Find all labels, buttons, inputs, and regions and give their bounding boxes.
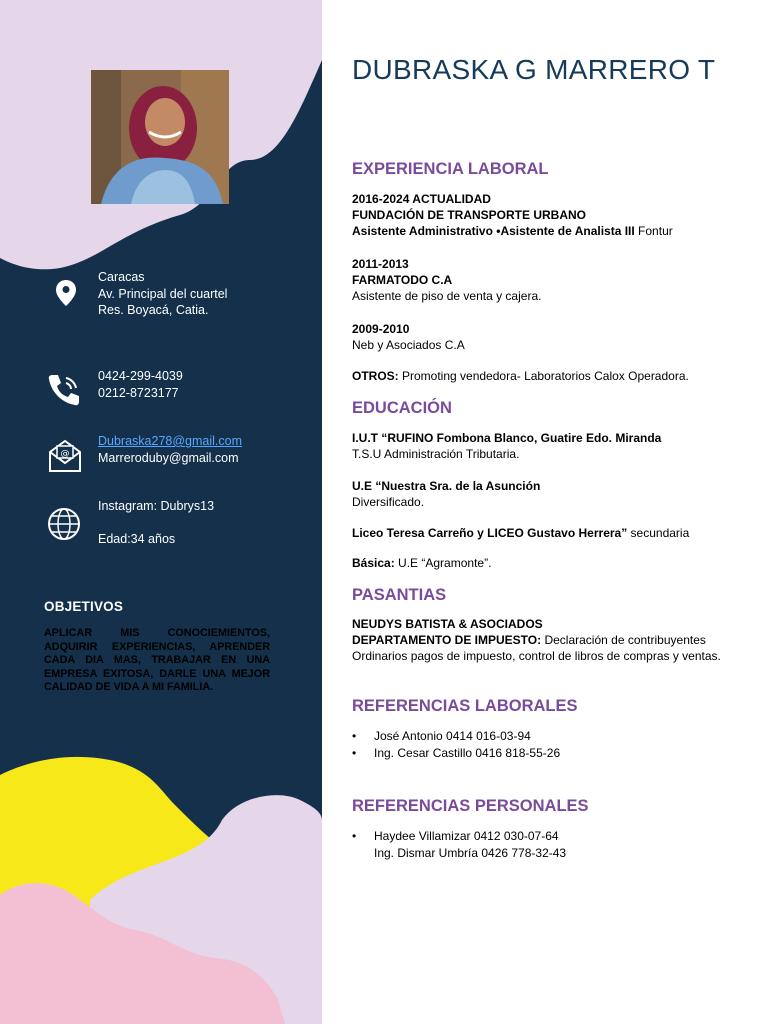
internship-dept-text: Declaración de contribuyentes Ordinarios pagos de impuesto, control de libros de compras y ventas. <box>352 633 721 663</box>
education-item-4 <box>352 555 757 571</box>
others-text: Promoting vendedora- Laboratorios Calox Operadora. <box>398 369 689 383</box>
age-block <box>98 531 175 548</box>
address-line-2: Av. Principal del cuartel <box>98 286 228 301</box>
job1-company: FUNDACIÓN DE TRANSPORTE URBANO <box>352 208 586 222</box>
education-item-1 <box>352 430 757 462</box>
internships-heading: PASANTIAS <box>352 586 447 604</box>
address-line-3: Res. Boyacá, Catia. <box>98 303 209 317</box>
edu2-name: U.E “Nuestra Sra. de la Asunción <box>352 479 541 493</box>
work-ref-1: • José Antonio 0414 016-03-94 <box>352 729 531 743</box>
edu4-detail: U.E “Agramonte”. <box>394 556 492 570</box>
experience-job-3 <box>352 321 757 353</box>
edu2-detail: Diversificado. <box>352 495 425 509</box>
experience-job-2 <box>352 256 757 304</box>
job3-company: Neb y Asociados C.A <box>352 338 465 352</box>
address-line-1: Caracas <box>98 270 145 284</box>
personal-ref-1: • Haydee Villamizar 0412 030-07-64 <box>352 829 559 843</box>
edu3-name: Liceo Teresa Carreño y LICEO Gustavo Herrera” <box>352 526 628 540</box>
work-ref-2-text: Ing. Cesar Castillo 0416 818-55-26 <box>374 746 561 760</box>
sidebar <box>0 0 322 1024</box>
education-item-2 <box>352 478 757 510</box>
profile-photo <box>91 70 229 204</box>
map-pin-icon <box>54 279 78 307</box>
others-label: OTROS: <box>352 369 399 383</box>
edu4-label: Básica: <box>352 556 395 570</box>
svg-text:@: @ <box>60 449 70 459</box>
education-heading: EDUCACIÓN <box>352 399 452 417</box>
work-ref-2: • Ing. Cesar Castillo 0416 818-55-26 <box>352 746 561 760</box>
objectives-title: OBJETIVOS <box>44 599 124 614</box>
phone-number-1[interactable]: 0424-299-4039 <box>98 369 183 383</box>
email-2: Marreroduby@gmail.com <box>98 450 239 465</box>
job2-period: 2011-2013 <box>352 257 409 271</box>
experience-others <box>352 368 757 384</box>
phone-number-2[interactable]: 0212-8723177 <box>98 385 179 400</box>
job1-role: Asistente Administrativo •Asistente de Analista III <box>352 224 635 238</box>
edu1-name: I.U.T “RUFINO Fombona Blanco, Guatire Edo. Miranda <box>352 431 662 445</box>
personal-ref-2 <box>374 845 566 861</box>
internship-dept-label: DEPARTAMENTO DE IMPUESTO: <box>352 633 542 647</box>
job3-period: 2009-2010 <box>352 322 410 336</box>
work-refs-heading: REFERENCIAS LABORALES <box>352 697 578 715</box>
globe-icon <box>47 507 81 541</box>
email-block <box>98 433 242 466</box>
phone-block <box>98 368 183 401</box>
job1-period: 2016-2024 ACTUALIDAD <box>352 192 491 206</box>
education-item-3 <box>352 525 757 541</box>
objectives-text: APLICAR MIS CONOCIEMIENTOS, ADQUIRIR EXPERIENCIAS, APRENDER CADA DIA MAS, TRABAJAR EN UNA EMPRESA EXITOSA, DARLE UNA MEJOR CALIDAD DE VIDA A MI FAMILIA. <box>44 627 270 693</box>
experience-job-1 <box>352 191 757 239</box>
work-ref-1-text: José Antonio 0414 016-03-94 <box>374 729 531 743</box>
edu3-detail: secundaria <box>627 526 690 540</box>
instagram-handle[interactable]: Instagram: Dubrys13 <box>98 499 215 513</box>
job2-role: Asistente de piso de venta y cajera. <box>352 289 542 303</box>
personal-ref-1-text: Haydee Villamizar 0412 030-07-64 <box>374 829 559 843</box>
personal-refs-heading: REFERENCIAS PERSONALES <box>352 797 589 815</box>
age-text: Edad:34 años <box>98 532 176 546</box>
experience-heading: EXPERIENCIA LABORAL <box>352 160 549 178</box>
internship-item <box>352 616 734 664</box>
candidate-name: DUBRASKA G MARRERO T <box>352 54 716 85</box>
phone-icon <box>46 372 82 408</box>
personal-ref-2-text: Ing. Dismar Umbría 0426 778-32-43 <box>374 846 567 860</box>
address-block <box>98 269 227 319</box>
social-block <box>98 498 214 515</box>
edu1-detail: T.S.U Administración Tributaria. <box>352 447 520 461</box>
job1-role-rest: Fontur <box>634 224 673 238</box>
envelope-icon <box>47 438 83 474</box>
job2-company: FARMATODO C.A <box>352 273 453 287</box>
internship-company: NEUDYS BATISTA & ASOCIADOS <box>352 617 543 631</box>
email-link-1[interactable]: Dubraska278@gmail.com <box>98 434 243 448</box>
